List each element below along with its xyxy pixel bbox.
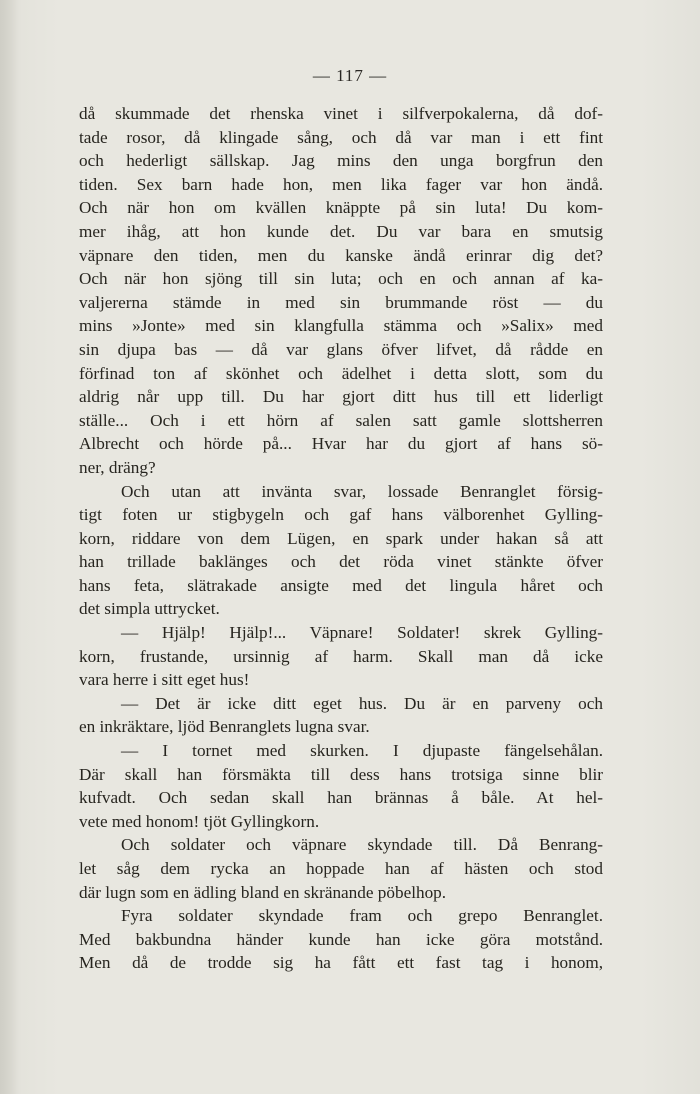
text-line: korn, frustande, ursinnig af harm. Skall man då icke (79, 646, 603, 666)
text-line: Och när hon om kvällen knäppte på sin luta! Du kom- (79, 198, 603, 218)
text-line: tade rosor, då klingade sång, och då var man i ett fint (79, 127, 603, 147)
text-line: mer ihåg, att hon kunde det. Du var bara en smutsig (79, 221, 603, 241)
text-line: förfinad ton af skönhet och ädelhet i detta slott, som du (79, 363, 603, 383)
text-line: Men då de trodde sig ha fått ett fast tag i honom, (79, 953, 603, 973)
text-line: sin djupa bas — då var glans öfver lifvet, då rådde en (79, 339, 603, 359)
text-line: ställe... Och i ett hörn af salen satt gamle slottsherren (79, 410, 603, 430)
text-line: det simpla uttrycket. (79, 599, 220, 619)
text-line: hans feta, slätrakade ansigte med det lingula håret och (79, 575, 603, 595)
text-line: aldrig når upp till. Du har gjort ditt hus till ett liderligt (79, 387, 603, 407)
text-line: — Det är icke ditt eget hus. Du är en parveny och (121, 693, 603, 713)
text-line: mins »Jonte» med sin klangfulla stämma och »Salix» med (79, 316, 603, 336)
text-line: Albrecht och hörde på... Hvar har du gjort af hans sö- (79, 434, 603, 454)
text-line: — I tornet med skurken. I djupaste fängelsehålan. (121, 741, 603, 761)
text-line: Och utan att invänta svar, lossade Benranglet försig- (121, 481, 603, 501)
text-line: tiden. Sex barn hade hon, men lika fager var hon ändå. (79, 174, 603, 194)
text-line: väpnare den tiden, men du kanske ändå erinrar dig det? (79, 245, 603, 265)
text-line: där lugn som en ädling bland en skränande pöbelhop. (79, 882, 447, 902)
text-line: kufvadt. Och sedan skall han brännas å båle. At hel- (79, 788, 603, 808)
text-line: let såg dem rycka an hoppade han af hästen och stod (79, 859, 603, 878)
text-line: Där skall han försmäkta till dess hans trotsiga sinne blir (79, 764, 603, 784)
text-line: vete med honom! tjöt Gyllingkorn. (79, 811, 320, 831)
text-line: valjererna stämde in med sin brummande röst — du (79, 292, 603, 312)
text-line: Och när hon sjöng till sin luta; och en och annan af ka- (79, 269, 603, 289)
text-line: Med bakbundna händer kunde han icke göra motstånd. (79, 929, 603, 949)
text-line: Fyra soldater skyndade fram och grepo Benranglet. (121, 906, 603, 926)
binding-shadow (0, 0, 18, 1094)
text-line: Och soldater och väpnare skyndade till. Då Benrang- (121, 835, 603, 855)
text-line: då skummade det rhenska vinet i silfverpokalerna, då dof- (79, 104, 603, 123)
text-line: och hederligt sällskap. Jag mins den unga borgfrun den (79, 151, 603, 171)
text-line: korn, riddare von dem Lügen, en spark under hakan så att (79, 528, 603, 548)
text-line: vara herre i sitt eget hus! (79, 670, 250, 690)
text-line: tigt foten ur stigbygeln och gaf hans välborenhet Gylling- (79, 505, 603, 525)
text-line: han trillade baklänges och det röda vinet stänkte öfver (79, 552, 603, 572)
text-line: ner, dräng? (79, 457, 156, 477)
body-text (79, 102, 603, 975)
text-line: — Hjälp! Hjälp!... Väpnare! Soldater! skrek Gylling- (121, 623, 603, 643)
page-number: — 117 — (312, 66, 388, 85)
text-line: en inkräktare, ljöd Benranglets lugna svar. (79, 717, 370, 737)
